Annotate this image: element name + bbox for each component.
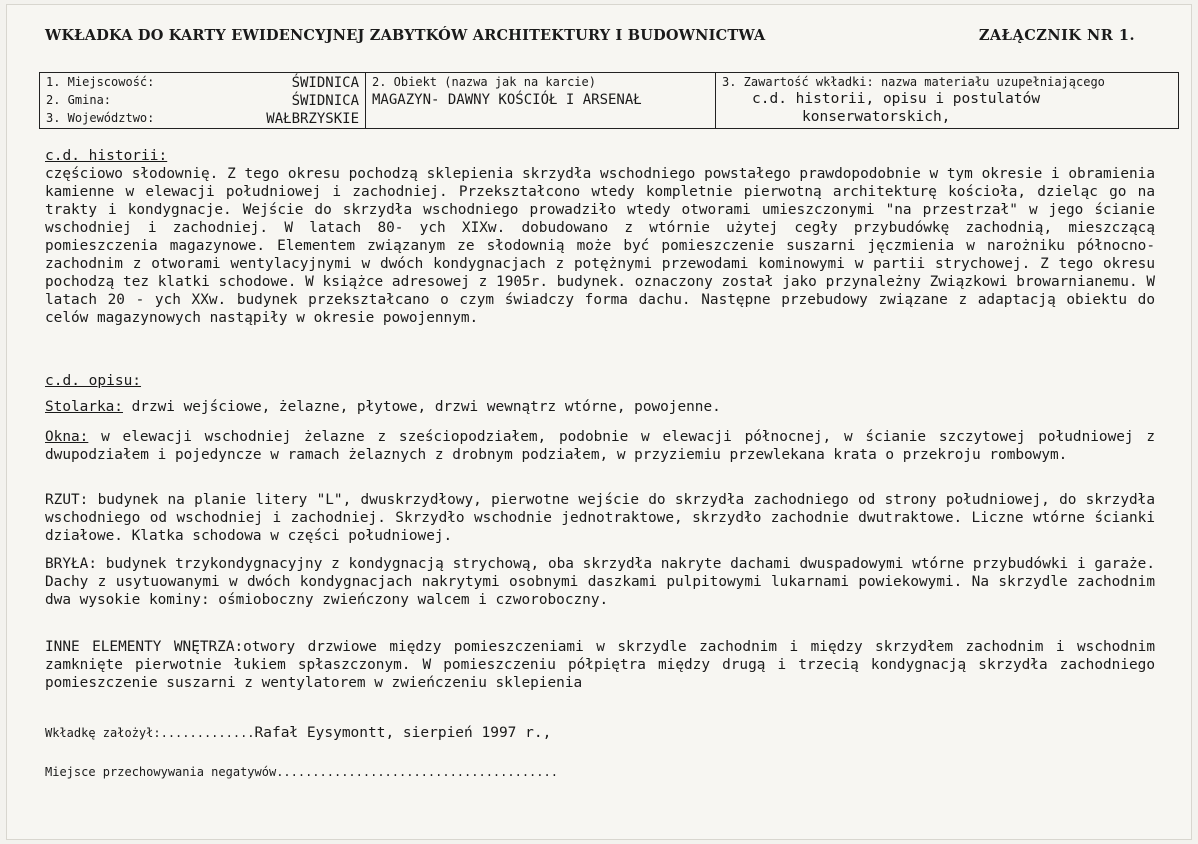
description-heading: c.d. opisu: xyxy=(45,373,142,389)
object-value: MAGAZYN- DAWNY KOŚCIÓŁ I ARSENAŁ xyxy=(372,92,642,108)
windows-paragraph xyxy=(45,428,1155,464)
municipality-label: 2. Gmina: xyxy=(46,93,112,107)
author-label: Wkładkę założył:............. xyxy=(45,726,255,740)
joinery-paragraph xyxy=(45,398,1155,416)
voivodeship-label: 3. Województwo: xyxy=(46,111,155,125)
interior-paragraph: INNE ELEMENTY WNĘTRZA:otwory drzwiowe między pomieszczeniami w skrzydle zachodnim i między skrzydłem zachodnim i wschodnim zamknięte pierwotnie łukiem spłaszczonym. W pomieszczeniu półpiętra między drugą i trzecią kondygnacją skrzydła zachodniego pomieszczenie suszarni z wentylatorem w zwieńczeniu sklepienia xyxy=(45,639,1155,691)
info-table xyxy=(39,72,1179,129)
windows-label: Okna: xyxy=(45,429,89,445)
location-cell xyxy=(40,73,366,128)
author-line xyxy=(45,725,551,741)
history-heading: c.d. historii: xyxy=(45,148,168,164)
locality-row xyxy=(46,75,359,92)
history-text: częściowo słodownię. Z tego okresu pochodzą sklepienia skrzydła wschodniego powstałego prawdopodobnie w tym okresie i obramienia kamienne w elewacji południowej i zachodniej. Przekształcono wtedy kompletnie pierwotną architekturę kościoła, dzieląc go na trakty i kondygnacje. Wejście do skrzydła wschodniego prowadziło wtedy otworami umieszczonymi "na przestrzał" w jego ścianie wschodniej i zachodniej. W latach 80- ych XIXw. dobudowano z wtórnie użytej cegły przybudówkę zachodnią, mieszczącą pomieszczenia magazynowe. Elementem związanym ze słodownią może być pomieszczenie suszarni jęczmienia w narożniku północno- zachodnim z otworami wentylacyjnymi w dwóch kondygnacjach z potężnymi przewodami kominowymi w partii strychowej. Z tego okresu pochodzą tez klatki schodowe. W książce adresowej z 1905r. budynek. oznaczony został jako przynależny Związkowi browarnianemu. W latach 20 - ych XXw. budynek przekształcano o czym świadczy forma dachu. Następne przebudowy związane z adaptacją obiektu do celów magazynowych nastąpiły w okresie powojennym. xyxy=(45,166,1155,326)
negatives-location: Miejsce przechowywania negatywów....................................... xyxy=(45,765,558,779)
massing-paragraph: BRYŁA: budynek trzykondygnacyjny z kondygnacją strychową, oba skrzydła nakryte dachami dwuspadowymi wtórne przybudówki i garaże. Dachy z usytuowanymi w dwóch kondygnacjach nakrytymi osobnymi daszkami pulpitowymi lukarnami powiekowymi. Na skrzydle zachodnim dwa wysokie kominy: ośmioboczny zwieńczony walcem i czworoboczny. xyxy=(45,556,1155,608)
windows-text: w elewacji wschodniej żelazne z sześciopodziałem, podobnie w elewacji północnej, w ścianie szczytowej południowej z dwupodziałem i pojedyncze w ramach żelaznych z drobnym podziałem, w przyziemiu przewlekana krata o przekroju rombowym. xyxy=(45,429,1155,463)
contents-line-1: c.d. historii, opisu i postulatów xyxy=(752,91,1041,107)
locality-value: ŚWIDNICA xyxy=(291,75,359,91)
voivodeship-row xyxy=(46,111,359,128)
annex-number: ZAŁĄCZNIK NR 1. xyxy=(978,27,1135,44)
locality-label: 1. Miejscowość: xyxy=(46,75,155,89)
municipality-value: ŚWIDNICA xyxy=(291,93,359,109)
joinery-text: drzwi wejściowe, żelazne, płytowe, drzwi wewnątrz wtórne, powojenne. xyxy=(122,399,721,415)
object-cell xyxy=(366,73,716,128)
voivodeship-value: WAŁBRZYSKIE xyxy=(266,111,359,127)
author-value: Rafał Eysymontt, sierpień 1997 r., xyxy=(254,725,552,741)
contents-cell xyxy=(716,73,1178,128)
object-label: 2. Obiekt (nazwa jak na karcie) xyxy=(372,75,596,89)
record-card xyxy=(6,4,1192,840)
contents-label: 3. Zawartość wkładki: nazwa materiału uzupełniającego xyxy=(722,75,1105,89)
municipality-row xyxy=(46,93,359,110)
joinery-label: Stolarka: xyxy=(45,399,123,415)
plan-paragraph: RZUT: budynek na planie litery "L", dwuskrzydłowy, pierwotne wejście do skrzydła zachodniego od strony południowej, do skrzydła wschodniego od wschodniej i zachodniej. Skrzydło wschodnie jednotraktowe, skrzydło zachodnie dwutraktowe. Liczne wtórne ścianki działowe. Klatka schodowa w części południowej. xyxy=(45,492,1155,544)
contents-line-2: konserwatorskich, xyxy=(802,109,951,125)
card-title: WKŁADKA DO KARTY EWIDENCYJNEJ ZABYTKÓW ARCHITEKTURY I BUDOWNICTWA xyxy=(45,27,766,44)
